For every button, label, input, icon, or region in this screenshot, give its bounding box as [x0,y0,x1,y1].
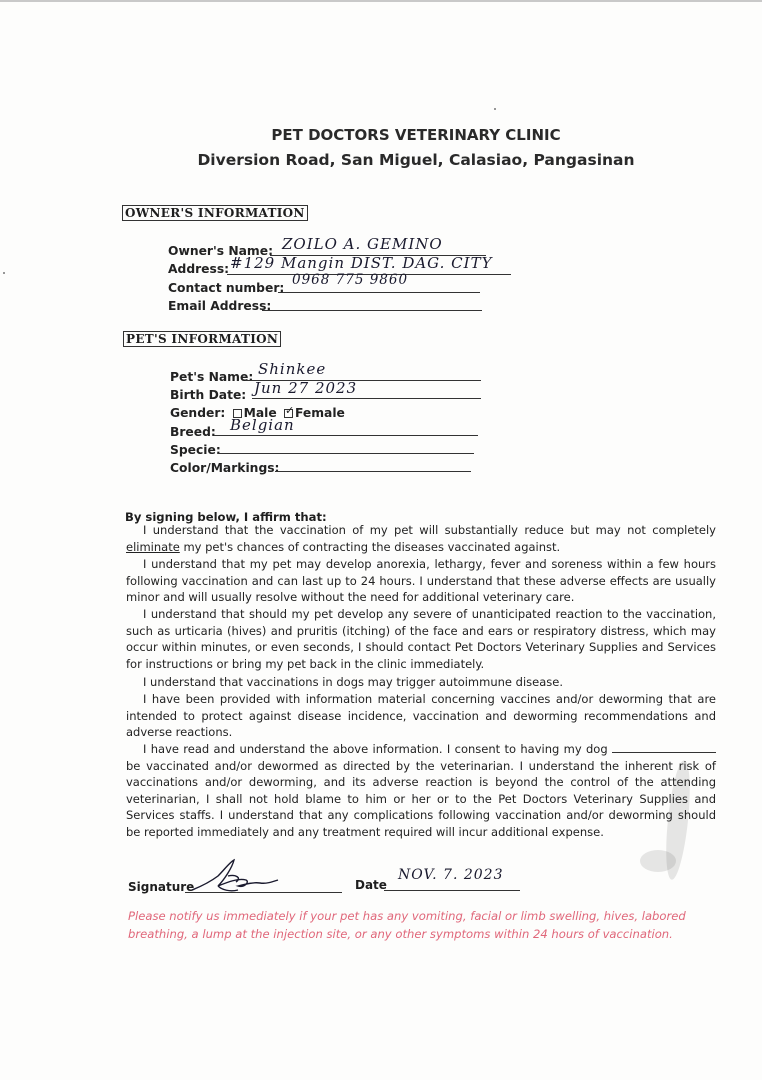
scan-speck [494,108,496,110]
affirmation-paragraph-3: I understand that should my pet develop any severe of unanticipated reaction to the vaccination, such as urticaria (hives) and pruritis (itching) of the face and ears or respiratory distress, which may occur within minutes, or even seconds, I should contact Pet Doctors Veterinary Supplies and Services for instructions or bring my pet back in the clinic immediately. [126,607,716,671]
p1-text-end: my pet's chances of contracting the diseases vaccinated against. [179,539,561,554]
p6-text-end: be vaccinated and/or dewormed as directed by the veterinarian. I understand the inherent risk of vaccinations and/or deworming, and its adverse reaction is beyond the control of the attending veterinarian, I shall not hold blame to him or her or to the Pet Doctors Veterinary Supplies and Services staffs. I understand that any complications following vaccination and/or deworming should be reported immediately and any treatment required will incur additional expense. [126,758,716,839]
pet-name-value[interactable]: Shinkee [258,360,327,378]
date-label: Date [355,878,387,892]
email-label: Email Address: [168,299,272,313]
check-mark-icon: ✓ [284,404,295,417]
affirmation-paragraph-2: I understand that my pet may develop anorexia, lethargy, fever and soreness within a few hours following vaccination and can last up to 24 hours. I understand that these adverse effects are usually minor and will usually resolve without the need for additional veterinary care. [126,557,716,604]
address-label: Address: [168,262,230,276]
signature-label: Signature [128,880,195,894]
affirmation-paragraph-6 [126,741,716,840]
specie-label: Specie: [170,443,221,457]
male-label: Male [243,406,277,420]
specie-line[interactable] [218,453,474,454]
affirmation-heading: By signing below, I affirm that: [125,510,327,524]
date-line [384,890,520,891]
scan-smudge [640,850,676,872]
scan-edge [0,0,762,2]
breed-label: Breed: [170,425,216,439]
gender-label: Gender: [170,406,226,420]
email-line[interactable] [262,310,482,311]
date-value[interactable]: NOV. 7. 2023 [398,867,504,883]
contact-value[interactable]: 0968 775 9860 [292,272,409,288]
owner-name-label: Owner's Name: [168,244,273,258]
clinic-address: Diversion Road, San Miguel, Calasiao, Pangasinan [197,151,635,169]
p1-text: I understand that the vaccination of my pet will substantially reduce but may not completely [143,523,716,537]
affirmation-paragraph-1 [126,522,716,555]
dog-name-blank[interactable] [612,742,716,753]
clinic-name: PET DOCTORS VETERINARY CLINIC [271,126,561,144]
pet-name-label: Pet's Name: [170,370,254,384]
contact-line [278,292,480,293]
contact-label: Contact number: [168,281,285,295]
scan-speck [3,272,5,274]
birth-date-value[interactable]: Jun 27 2023 [254,379,358,397]
signature-scribble [188,856,284,898]
affirmation-paragraph-4: I understand that vaccinations in dogs may trigger autoimmune disease. [143,675,563,689]
vaccination-notice: Please notify us immediately if your pet has any vomiting, facial or limb swelling, hives, labored breathing, a lump at the injection site, or any other symptoms within 24 hours of vaccination. [128,909,686,941]
p6-text: I have read and understand the above information. I consent to having my dog [143,742,608,756]
birth-date-line [252,398,481,399]
owner-section-title: OWNER'S INFORMATION [122,205,308,221]
birth-date-label: Birth Date: [170,388,247,402]
address-value[interactable]: #129 Mangin DIST. DAG. CITY [230,254,493,272]
owner-name-value[interactable]: ZOILO A. GEMINO [282,235,443,253]
p1-underlined: eliminate [126,539,180,554]
female-label: Female [294,406,345,420]
pet-section-title: PET'S INFORMATION [123,331,281,347]
breed-line [214,435,478,436]
affirmation-paragraph-5: I have been provided with information material concerning vaccines and/or deworming that are intended to protect against disease incidence, vaccination and deworming recommendations and adverse reactions. [126,692,716,739]
breed-value[interactable]: Belgian [230,416,295,434]
color-markings-label: Color/Markings: [170,461,280,475]
color-markings-line[interactable] [275,471,471,472]
